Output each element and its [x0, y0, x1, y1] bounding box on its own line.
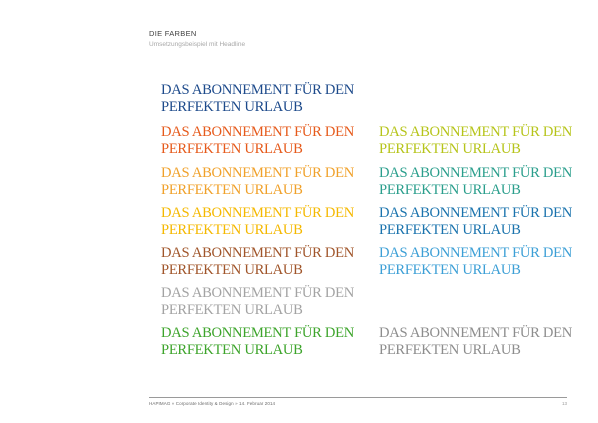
headline-line-1: DAS ABONNEMENT FÜR DEN	[161, 124, 355, 140]
headline-line-2: PERFEKTEN URLAUB	[379, 182, 521, 198]
headline-line-2: PERFEKTEN URLAUB	[379, 222, 521, 238]
headline-line-2: PERFEKTEN URLAUB	[161, 141, 303, 157]
headline-line-1: DAS ABONNEMENT FÜR DEN	[161, 285, 355, 301]
page-number: 13	[561, 401, 567, 406]
headline-line-1: DAS ABONNEMENT FÜR DEN	[161, 325, 355, 341]
headline-line-1: DAS ABONNEMENT FÜR DEN	[379, 325, 573, 341]
headline-line-2: PERFEKTEN URLAUB	[161, 222, 303, 238]
headline-line-1: DAS ABONNEMENT FÜR DEN	[161, 205, 355, 221]
headline-sample-light-orange	[161, 165, 354, 199]
headline-line-1: DAS ABONNEMENT FÜR DEN	[379, 124, 573, 140]
headline-sample-ocean-blue	[379, 205, 572, 239]
headline-line-2: PERFEKTEN URLAUB	[379, 141, 521, 157]
headline-sample-gray	[379, 325, 572, 359]
headline-sample-sky-blue	[379, 245, 572, 279]
headline-line-1: DAS ABONNEMENT FÜR DEN	[161, 82, 355, 98]
headline-sample-orange	[161, 124, 354, 158]
footer-text: HAPIMAG » Corporate Identity & Design » 14. Februar 2014	[149, 401, 276, 406]
headline-line-2: PERFEKTEN URLAUB	[161, 262, 303, 278]
page-title: DIE FARBEN	[149, 29, 197, 38]
headline-line-2: PERFEKTEN URLAUB	[161, 342, 303, 358]
headline-sample-teal	[379, 165, 572, 199]
headline-line-2: PERFEKTEN URLAUB	[379, 262, 521, 278]
headline-line-2: PERFEKTEN URLAUB	[161, 182, 303, 198]
headline-sample-light-gray	[161, 285, 354, 319]
headline-line-2: PERFEKTEN URLAUB	[161, 302, 303, 318]
page-subtitle: Umsetzungsbeispiel mit Headline	[149, 41, 246, 48]
headline-line-1: DAS ABONNEMENT FÜR DEN	[379, 245, 573, 261]
headline-line-1: DAS ABONNEMENT FÜR DEN	[379, 205, 573, 221]
footer-divider	[149, 397, 567, 398]
headline-line-2: PERFEKTEN URLAUB	[379, 342, 521, 358]
headline-sample-brown	[161, 245, 354, 279]
headline-line-2: PERFEKTEN URLAUB	[161, 99, 303, 115]
headline-line-1: DAS ABONNEMENT FÜR DEN	[379, 165, 573, 181]
headline-line-1: DAS ABONNEMENT FÜR DEN	[161, 245, 355, 261]
headline-sample-lime	[379, 124, 572, 158]
headline-line-1: DAS ABONNEMENT FÜR DEN	[161, 165, 355, 181]
headline-sample-yellow	[161, 205, 354, 239]
headline-sample-blue	[161, 82, 354, 116]
headline-sample-green	[161, 325, 354, 359]
